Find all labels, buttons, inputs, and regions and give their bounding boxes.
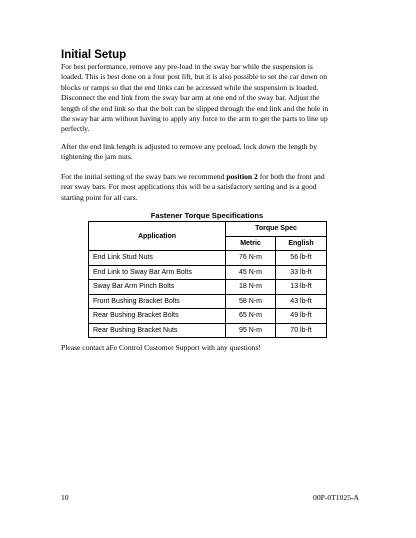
cell-metric: 95 N-m bbox=[226, 323, 276, 338]
section-heading: Initial Setup bbox=[61, 49, 127, 61]
paragraph-initial-setting bbox=[61, 172, 359, 203]
table-row bbox=[89, 280, 327, 295]
paragraph-line bbox=[61, 172, 359, 182]
cell-english: 70 lb-ft bbox=[276, 323, 327, 338]
paragraph-lockdown bbox=[61, 142, 359, 163]
paragraph-line: the sway bar arm without having to apply any force to the arm to get the parts to line up bbox=[61, 114, 328, 124]
table-row bbox=[89, 294, 327, 309]
paragraph-preload bbox=[61, 62, 359, 135]
paragraph-line: starting point for all cars. bbox=[61, 192, 138, 202]
cell-english: 49 lb-ft bbox=[276, 309, 327, 324]
cell-application: Rear Bushing Bracket Bolts bbox=[89, 309, 226, 324]
cell-english: 33 lb-ft bbox=[276, 265, 327, 280]
table-row bbox=[89, 309, 327, 324]
cell-application: End Link to Sway Bar Arm Bolts bbox=[89, 265, 226, 280]
cell-metric: 45 N-m bbox=[226, 265, 276, 280]
torque-table bbox=[88, 221, 327, 338]
cell-english: 43 lb-ft bbox=[276, 294, 327, 309]
paragraph-line: blocks or ramps so that the end links can be accessed while the suspension is loaded. bbox=[61, 82, 319, 92]
cell-metric: 18 N-m bbox=[226, 280, 276, 295]
cell-application: Front Bushing Bracket Bolts bbox=[89, 294, 226, 309]
cell-metric: 58 N-m bbox=[226, 294, 276, 309]
column-header-torque-spec: Torque Spec bbox=[226, 222, 327, 237]
table-row bbox=[89, 323, 327, 338]
paragraph-line: length of the end link so that the bolt can be slipped through the end link and the hole in bbox=[61, 103, 329, 113]
paragraph-line: Disconnect the end link from the sway bar arm at one end of the sway bar. Adjust the bbox=[61, 93, 320, 103]
cell-application: End Link Stud Nuts bbox=[89, 251, 226, 266]
page-number: 10 bbox=[61, 493, 69, 502]
table-title: Fastener Torque Specifications bbox=[150, 211, 264, 220]
closing-note: Please contact aFe Control Customer Support with any questions! bbox=[61, 343, 261, 352]
column-header-metric: Metric bbox=[226, 236, 276, 251]
paragraph-line: After the end link length is adjusted to remove any preload, lock down the length by bbox=[61, 142, 318, 151]
text-run: for both the front and bbox=[257, 172, 325, 181]
recommended-position: position 2 bbox=[226, 172, 258, 181]
table-header-row bbox=[89, 222, 327, 237]
cell-application: Sway Bar Arm Pinch Bolts bbox=[89, 280, 226, 295]
cell-metric: 65 N-m bbox=[226, 309, 276, 324]
cell-metric: 76 N-m bbox=[226, 251, 276, 266]
cell-english: 56 lb-ft bbox=[276, 251, 327, 266]
paragraph-line: tightening the jam nuts. bbox=[61, 152, 133, 162]
paragraph-line: loaded. This is best done on a four post lift, but it is also possible to set the car down on bbox=[61, 72, 328, 82]
table-row bbox=[89, 265, 327, 280]
column-header-english: English bbox=[276, 236, 327, 251]
table-row bbox=[89, 251, 327, 266]
document-number: 00P-0T1025-A bbox=[313, 493, 359, 502]
cell-english: 13 lb-ft bbox=[276, 280, 327, 295]
cell-application: Rear Bushing Bracket Nuts bbox=[89, 323, 226, 338]
paragraph-line: For best performance, remove any pre-load in the sway bar while the suspension is bbox=[61, 62, 313, 71]
paragraph-line: perfectly. bbox=[61, 124, 90, 134]
text-run: For the initial setting of the sway bars we recommend bbox=[61, 172, 227, 181]
paragraph-line: rear sway bars. For most applications this will be a satisfactory setting and is a good bbox=[61, 182, 317, 192]
column-header-application: Application bbox=[89, 222, 226, 251]
